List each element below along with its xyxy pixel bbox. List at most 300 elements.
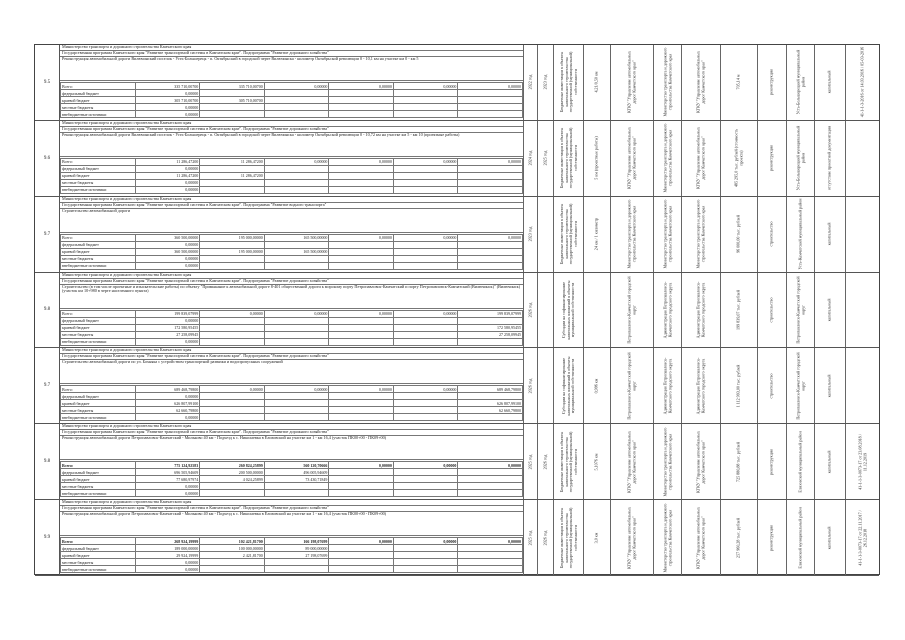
financing-amount bbox=[393, 248, 458, 255]
attribute-cell bbox=[583, 500, 610, 575]
financing-amount: 335 710,00700 bbox=[135, 83, 200, 90]
financing-amount: 100 000,00000 bbox=[200, 545, 265, 552]
attribute-cell bbox=[720, 424, 757, 499]
attribute-text: 41-1-1-3-2016 от 14.03.2016 / 05-03-2016 bbox=[859, 47, 865, 118]
attribute-text: 24 км / 1 километр bbox=[593, 217, 599, 251]
financing-source: краевой бюджет bbox=[61, 476, 136, 483]
financing-source: федеральный бюджет bbox=[61, 90, 136, 97]
financing-amount bbox=[458, 248, 523, 255]
financing-row bbox=[61, 158, 523, 165]
attribute-cell bbox=[523, 121, 537, 196]
attribute-cell bbox=[720, 197, 757, 272]
financing-amount: 172 580,95455 bbox=[135, 324, 200, 331]
attribute-text: Субсидии на софинансирование капитальных вложений в объекты муниципальной собственности bbox=[560, 356, 575, 416]
ministry-line: Министерство транспорта и дорожного строительства Камчатского края bbox=[60, 45, 523, 51]
financing-amount bbox=[458, 97, 523, 104]
attribute-cell bbox=[681, 197, 720, 272]
financing-row bbox=[61, 90, 523, 97]
financing-amount: 626 807,99100 bbox=[458, 400, 523, 407]
attribute-cell bbox=[583, 348, 610, 423]
attribute-cell bbox=[681, 45, 720, 120]
attribute-cell bbox=[786, 121, 814, 196]
attribute-cell bbox=[845, 45, 879, 120]
financing-amount bbox=[458, 111, 523, 118]
attribute-text: Субсидии на софинансирование капитальных вложений в объекты муниципальной собственности bbox=[560, 280, 575, 340]
financing-amount bbox=[200, 483, 265, 490]
attribute-cell bbox=[610, 197, 653, 272]
ministry-line: Министерство транспорта и дорожного строительства Камчатского края bbox=[60, 197, 523, 203]
financing-row bbox=[61, 566, 523, 573]
financing-amount: 0,00000 bbox=[135, 490, 200, 497]
attribute-cell bbox=[583, 273, 610, 348]
attribute-columns bbox=[523, 273, 879, 348]
attribute-text: Елизовский муниципальный район bbox=[797, 431, 803, 493]
financing-amount bbox=[393, 338, 458, 345]
financing-amount: 27 258,09945 bbox=[458, 331, 523, 338]
attribute-cell bbox=[681, 500, 720, 575]
financing-amount: 0,00000 bbox=[135, 165, 200, 172]
attribute-cell bbox=[523, 45, 537, 120]
object-section bbox=[35, 348, 879, 424]
financing-row bbox=[61, 338, 523, 345]
item-number: 9.5 bbox=[35, 45, 60, 120]
attribute-text: Усть-Большерецкий муниципальный район bbox=[794, 126, 805, 191]
financing-amount bbox=[393, 552, 458, 559]
attribute-text: Министерство транспорта и дорожного строительства Камчатского края bbox=[661, 199, 672, 269]
attribute-text: Администрация Петропавловск-Камчатского городского округа bbox=[695, 357, 705, 415]
financing-amount bbox=[329, 545, 394, 552]
financing-amount: 89 000,00000 bbox=[264, 545, 329, 552]
financing-row bbox=[61, 469, 523, 476]
attribute-cell bbox=[523, 348, 537, 423]
financing-amount bbox=[393, 490, 458, 497]
attribute-text: реконструкция bbox=[768, 145, 774, 172]
financing-row bbox=[61, 172, 523, 179]
financing-amount: 0,00000 bbox=[458, 538, 523, 545]
attribute-text: Усть-Большерецкий муниципальный район bbox=[794, 50, 805, 115]
attribute-text: Администрация Петропавловск-Камчатского городского округа bbox=[661, 281, 672, 339]
financing-amount: 62 660,79800 bbox=[458, 407, 523, 414]
financing-amount bbox=[393, 559, 458, 566]
financing-source: местные бюджеты bbox=[61, 255, 136, 262]
financing-amount bbox=[264, 490, 329, 497]
financing-amount bbox=[200, 331, 265, 338]
attribute-cell bbox=[653, 197, 681, 272]
financing-amount bbox=[329, 104, 394, 111]
financing-amount bbox=[393, 255, 458, 262]
financing-amount bbox=[329, 331, 394, 338]
financing-amount bbox=[329, 566, 394, 573]
financing-source: Всего: bbox=[61, 310, 136, 317]
attribute-text: Бюджетные инвестиции в объекты капитального строительства государственной (муниципальной) собственности bbox=[558, 127, 578, 189]
financing-amount: 4 024,25899 bbox=[200, 476, 265, 483]
financing-amount: 0,00000 bbox=[135, 186, 200, 193]
attribute-cell bbox=[757, 197, 786, 272]
financing-amount: 560 120,70666 bbox=[264, 462, 329, 469]
attribute-text: 199 839,07 тыс. рублей bbox=[735, 290, 741, 330]
attribute-columns bbox=[523, 424, 879, 499]
financing-amount: 0,00000 bbox=[393, 234, 458, 241]
financing-amount: 0,00000 bbox=[135, 262, 200, 269]
financing-row bbox=[61, 179, 523, 186]
ministry-line: Министерство транспорта и дорожного строительства Камчатского края bbox=[60, 121, 523, 127]
attribute-text: Петропавловск-Камчатский городской округ bbox=[794, 276, 805, 344]
financing-table bbox=[60, 461, 523, 497]
financing-amount: 0,00000 bbox=[329, 538, 394, 545]
attribute-cell bbox=[653, 424, 681, 499]
attribute-cell bbox=[786, 45, 814, 120]
financing-amount: 0,00000 bbox=[329, 234, 394, 241]
attribute-cell bbox=[583, 121, 610, 196]
financing-amount: 11 286,47200 bbox=[200, 172, 265, 179]
financing-source: внебюджетные источники bbox=[61, 262, 136, 269]
attribute-text: КГКУ "Управление автомобильных дорог Камчатского края" bbox=[626, 506, 636, 569]
attribute-text: реконструкция bbox=[768, 69, 774, 96]
financing-amount: 0,00000 bbox=[200, 386, 265, 393]
financing-amount: 0,00000 bbox=[135, 393, 200, 400]
attribute-cell bbox=[553, 197, 583, 272]
attribute-text: 4,21/0,50 км bbox=[593, 71, 599, 93]
attribute-text: 2026 год bbox=[542, 454, 548, 470]
financing-amount: 0,00000 bbox=[393, 386, 458, 393]
financing-amount bbox=[458, 255, 523, 262]
financing-amount bbox=[329, 552, 394, 559]
object-description: Реконструкция автомобильной дороги Вилючинский поселок - Усть-Большерецк - п. Октябрьский в городской черте Вилючинска - километр Октябрьской революции 0 - 10,72 км на участке км 5 - км 10 (проектные работы) bbox=[60, 133, 523, 157]
financing-amount bbox=[200, 262, 265, 269]
attribute-text: 725 880,88 тыс. рублей bbox=[735, 441, 741, 482]
financing-row bbox=[61, 386, 523, 393]
financing-amount: 172 580,95455 bbox=[458, 324, 523, 331]
attribute-cell bbox=[814, 500, 845, 575]
attribute-text: Министерство транспорта и дорожного строительства Камчатского края bbox=[661, 503, 672, 572]
financing-amount: 0,00000 bbox=[135, 255, 200, 262]
program-line: Государственная программа Камчатского края "Развитие транспортной системы в Камчатском крае". Подпрограмма "Развитие дорожного хозяйства" bbox=[60, 51, 523, 57]
attribute-cell bbox=[523, 424, 537, 499]
attribute-text: Администрация Петропавловск-Камчатского городского округа bbox=[695, 281, 705, 339]
attribute-text: капитальный bbox=[826, 298, 832, 322]
financing-amount bbox=[393, 262, 458, 269]
attribute-text: Петропавловск-Камчатский городской округ bbox=[626, 352, 636, 420]
financing-amount bbox=[200, 241, 265, 248]
financing-table bbox=[60, 385, 523, 421]
financing-source: Всего: bbox=[61, 158, 136, 165]
financing-amount bbox=[264, 414, 329, 421]
financing-amount: 0,00000 bbox=[264, 310, 329, 317]
financing-amount bbox=[458, 483, 523, 490]
attribute-cell bbox=[583, 197, 610, 272]
attribute-text: 2025 год bbox=[527, 454, 533, 470]
financing-amount bbox=[458, 179, 523, 186]
financing-amount bbox=[458, 172, 523, 179]
financing-amount: 0,00000 bbox=[264, 158, 329, 165]
financing-amount: 0,00000 bbox=[264, 83, 329, 90]
attribute-text: Бюджетные инвестиции в объекты капитального строительства государственной (муниципальной) собственности bbox=[558, 203, 578, 265]
attribute-cell bbox=[720, 45, 757, 120]
attribute-cell bbox=[786, 424, 814, 499]
financing-amount: 696 505,94609 bbox=[135, 469, 200, 476]
financing-row bbox=[61, 559, 523, 566]
financing-row bbox=[61, 483, 523, 490]
financing-row bbox=[61, 407, 523, 414]
financing-amount bbox=[329, 90, 394, 97]
financing-amount bbox=[393, 407, 458, 414]
attribute-text: Бюджетные инвестиции в объекты капитального строительства государственной (муниципальной) собственности bbox=[558, 52, 578, 113]
object-description: Строительство автомобильной дороги bbox=[60, 209, 523, 233]
financing-amount: 0,00000 bbox=[135, 179, 200, 186]
attribute-cell bbox=[814, 348, 845, 423]
financing-source: краевой бюджет bbox=[61, 552, 136, 559]
attribute-cell bbox=[845, 424, 879, 499]
financing-amount: 27 198,07699 bbox=[264, 552, 329, 559]
financing-amount: 102 421,81700 bbox=[200, 538, 265, 545]
financing-amount bbox=[329, 400, 394, 407]
financing-amount: 0,00000 bbox=[135, 104, 200, 111]
financing-row bbox=[61, 476, 523, 483]
attribute-cell bbox=[786, 500, 814, 575]
financing-row bbox=[61, 111, 523, 118]
attribute-text: 1 112 993,00 тыс. рублей bbox=[735, 364, 741, 408]
object-section bbox=[35, 500, 879, 576]
financing-amount bbox=[329, 165, 394, 172]
attribute-text: капитальный bbox=[826, 450, 832, 474]
financing-amount bbox=[329, 255, 394, 262]
financing-amount bbox=[458, 104, 523, 111]
financing-source: местные бюджеты bbox=[61, 331, 136, 338]
attribute-text: КГКУ "Управление автомобильных дорог Камчатского края" bbox=[626, 127, 636, 190]
attribute-cell bbox=[720, 348, 757, 423]
attribute-cell bbox=[757, 121, 786, 196]
financing-row bbox=[61, 241, 523, 248]
attribute-cell bbox=[553, 45, 583, 120]
attribute-text: Администрация Петропавловск-Камчатского городского округа bbox=[661, 357, 672, 415]
financing-amount bbox=[458, 241, 523, 248]
attribute-text: 257 960,28 тыс. рублей bbox=[735, 517, 741, 558]
financing-amount bbox=[200, 317, 265, 324]
financing-amount bbox=[200, 393, 265, 400]
financing-amount bbox=[458, 414, 523, 421]
financing-row bbox=[61, 255, 523, 262]
financing-source: местные бюджеты bbox=[61, 559, 136, 566]
attribute-text: 5 км (проектные работы) bbox=[593, 136, 599, 181]
financing-source: федеральный бюджет bbox=[61, 317, 136, 324]
financing-row bbox=[61, 538, 523, 545]
financing-amount: 0,00000 bbox=[135, 483, 200, 490]
financing-source: краевой бюджет bbox=[61, 400, 136, 407]
attribute-cell bbox=[720, 121, 757, 196]
financing-amount bbox=[393, 241, 458, 248]
financing-source: внебюджетные источники bbox=[61, 566, 136, 573]
item-number: 9.8 bbox=[35, 273, 60, 348]
financing-amount: 305 710,00700 bbox=[135, 97, 200, 104]
attribute-cell bbox=[681, 121, 720, 196]
attribute-cell bbox=[757, 424, 786, 499]
attribute-text: 41-1-1-3-0073-17 от 22.11.2017 / 26.12.2018 bbox=[856, 509, 867, 566]
financing-amount: 260 824,25899 bbox=[200, 462, 265, 469]
attribute-cell bbox=[757, 273, 786, 348]
financing-amount: 0,00000 bbox=[458, 234, 523, 241]
financing-amount: 305 710,00700 bbox=[200, 97, 265, 104]
financing-amount bbox=[264, 324, 329, 331]
program-line: Государственная программа Камчатского края "Развитие транспортной системы в Камчатском крае". Подпрограмма "Развитие дорожного хозяйства" bbox=[60, 430, 523, 436]
financing-amount bbox=[393, 476, 458, 483]
financing-amount: 0,00000 bbox=[393, 158, 458, 165]
object-section bbox=[35, 424, 879, 500]
financing-row bbox=[61, 324, 523, 331]
financing-row bbox=[61, 393, 523, 400]
financing-amount: 0,00000 bbox=[458, 462, 523, 469]
attribute-text: отсутствие проектной документации bbox=[826, 126, 832, 191]
attribute-text: капитальный bbox=[826, 71, 832, 94]
financing-amount bbox=[393, 469, 458, 476]
financing-amount: 195 000,00000 bbox=[200, 234, 265, 241]
financing-amount bbox=[393, 317, 458, 324]
financing-amount: 689 468,79800 bbox=[458, 386, 523, 393]
financing-amount: 165 500,00000 bbox=[264, 234, 329, 241]
financing-amount bbox=[329, 407, 394, 414]
financing-source: Всего: bbox=[61, 386, 136, 393]
financing-amount bbox=[458, 559, 523, 566]
attribute-cell bbox=[786, 273, 814, 348]
financing-amount bbox=[329, 241, 394, 248]
attribute-cell bbox=[845, 273, 879, 348]
attribute-cell bbox=[610, 500, 653, 575]
ministry-line: Министерство транспорта и дорожного строительства Камчатского края bbox=[60, 273, 523, 279]
financing-table bbox=[60, 234, 523, 270]
attribute-text: КГКУ "Управление автомобильных дорог Камчатского края" bbox=[695, 430, 705, 493]
attribute-cell bbox=[537, 500, 553, 575]
ministry-line: Министерство транспорта и дорожного строительства Камчатского края bbox=[60, 424, 523, 430]
financing-amount bbox=[329, 338, 394, 345]
financing-table bbox=[60, 82, 523, 118]
financing-table bbox=[60, 310, 523, 346]
financing-amount bbox=[393, 97, 458, 104]
financing-source: федеральный бюджет bbox=[61, 393, 136, 400]
attribute-cell bbox=[610, 348, 653, 423]
financing-amount: 0,00000 bbox=[458, 83, 523, 90]
attribute-text: Министерство транспорта и дорожного строительства Камчатского края bbox=[661, 123, 672, 193]
financing-amount bbox=[329, 262, 394, 269]
financing-amount: 0,00000 bbox=[458, 158, 523, 165]
program-line: Государственная программа Камчатского края "Развитие транспортной системы в Камчатском крае". Подпрограмма "Развитие дорожного хозяйства" bbox=[60, 279, 523, 285]
financing-source: Всего: bbox=[61, 234, 136, 241]
financing-source: краевой бюджет bbox=[61, 97, 136, 104]
financing-row bbox=[61, 331, 523, 338]
financing-row bbox=[61, 248, 523, 255]
financing-amount: 77 680,97974 bbox=[135, 476, 200, 483]
financing-row bbox=[61, 462, 523, 469]
financing-amount bbox=[458, 393, 523, 400]
financing-amount bbox=[458, 552, 523, 559]
program-line: Государственная программа Камчатского края "Развитие транспортной системы в Камчатском крае". Подпрограмма "Развитие дорожного хозяйства" bbox=[60, 354, 523, 360]
attribute-cell bbox=[523, 500, 537, 575]
financing-source: федеральный бюджет bbox=[61, 469, 136, 476]
financing-amount: 689 468,79800 bbox=[135, 386, 200, 393]
attribute-cell bbox=[653, 121, 681, 196]
financing-row bbox=[61, 400, 523, 407]
item-number: 9.9 bbox=[35, 500, 60, 575]
attribute-cell bbox=[845, 197, 879, 272]
financing-amount bbox=[329, 490, 394, 497]
attribute-text: 2026 год bbox=[527, 378, 533, 394]
attribute-cell bbox=[583, 424, 610, 499]
financing-row bbox=[61, 310, 523, 317]
attribute-text: 41-1-1-3-0073-17 от 23.08.2018 / 11.12.2019 bbox=[856, 433, 867, 490]
financing-amount bbox=[200, 104, 265, 111]
attribute-text: КГКУ "Управление автомобильных дорог Камчатского края" bbox=[695, 127, 705, 190]
attribute-cell bbox=[757, 348, 786, 423]
attribute-cell bbox=[537, 197, 553, 272]
financing-source: внебюджетные источники bbox=[61, 186, 136, 193]
financing-amount bbox=[264, 317, 329, 324]
financing-amount: 166 198,07699 bbox=[264, 538, 329, 545]
financing-amount bbox=[458, 469, 523, 476]
financing-source: местные бюджеты bbox=[61, 104, 136, 111]
financing-amount: 27 258,09945 bbox=[135, 331, 200, 338]
financing-amount: 626 807,99100 bbox=[135, 400, 200, 407]
attribute-cell bbox=[681, 348, 720, 423]
attribute-text: КГКУ "Управление автомобильных дорог Камчатского края" bbox=[695, 506, 705, 569]
attribute-columns bbox=[523, 45, 879, 120]
financing-amount bbox=[458, 90, 523, 97]
attribute-cell bbox=[610, 273, 653, 348]
attribute-text: реконструкция bbox=[768, 448, 774, 475]
financing-amount bbox=[393, 165, 458, 172]
attribute-cell bbox=[757, 500, 786, 575]
financing-amount: 11 286,47200 bbox=[135, 158, 200, 165]
attribute-text: реконструкция bbox=[768, 524, 774, 551]
financing-amount bbox=[393, 545, 458, 552]
financing-amount: 0,00000 bbox=[135, 338, 200, 345]
financing-amount bbox=[264, 186, 329, 193]
financing-amount bbox=[200, 407, 265, 414]
attribute-cell bbox=[523, 197, 537, 272]
attribute-text: 2023 год bbox=[542, 75, 548, 90]
financing-row bbox=[61, 165, 523, 172]
financing-amount: 73 430,71849 bbox=[264, 476, 329, 483]
financing-row bbox=[61, 234, 523, 241]
financing-amount: 0,00000 bbox=[135, 414, 200, 421]
financing-amount bbox=[458, 490, 523, 497]
financing-amount bbox=[200, 90, 265, 97]
financing-amount bbox=[200, 338, 265, 345]
financing-amount bbox=[393, 400, 458, 407]
financing-row bbox=[61, 97, 523, 104]
financing-amount bbox=[393, 331, 458, 338]
attribute-columns bbox=[523, 348, 879, 423]
attribute-text: 485 295,0 тыс. рублей (стоимость проекта) bbox=[733, 129, 743, 188]
financing-amount bbox=[393, 324, 458, 331]
attribute-cell bbox=[523, 273, 537, 348]
financing-amount: 11 286,47200 bbox=[135, 172, 200, 179]
financing-amount: 0,00000 bbox=[135, 566, 200, 573]
financing-source: федеральный бюджет bbox=[61, 165, 136, 172]
ministry-line: Министерство транспорта и дорожного строительства Камчатского края bbox=[60, 500, 523, 506]
attribute-cell bbox=[610, 45, 653, 120]
financing-amount bbox=[200, 255, 265, 262]
attribute-text: строительство bbox=[768, 297, 774, 323]
attribute-text: КГКУ "Управление автомобильных дорог Камчатского края" bbox=[626, 51, 636, 114]
financing-amount bbox=[329, 186, 394, 193]
attribute-cell bbox=[720, 500, 757, 575]
attribute-cell bbox=[845, 500, 879, 575]
financing-source: внебюджетные источники bbox=[61, 338, 136, 345]
attribute-text: Министерство транспорта и дорожного строительства Камчатского края bbox=[695, 199, 705, 269]
financing-amount bbox=[200, 324, 265, 331]
item-number: 9.6 bbox=[35, 121, 60, 196]
attribute-cell bbox=[553, 500, 583, 575]
financing-amount bbox=[393, 90, 458, 97]
financing-amount bbox=[264, 331, 329, 338]
